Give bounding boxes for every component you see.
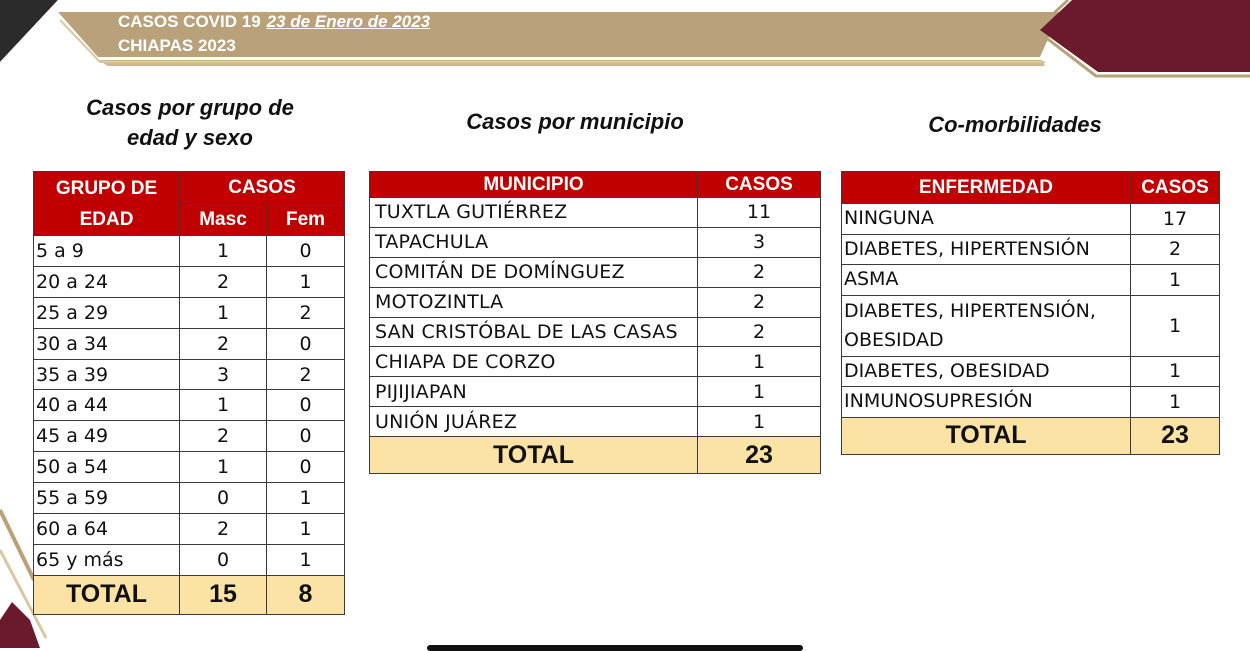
municipality-table-row [370,198,821,228]
female-count-cell: 0 [267,452,345,483]
municipality-name-cell: TUXTLA GUTIÉRREZ [370,198,698,228]
disease-name-cell: DIABETES, HIPERTENSIÓN, OBESIDAD [842,295,1131,356]
disease-name-cell: DIABETES, OBESIDAD [842,356,1131,387]
municipality-table [369,171,821,474]
municipality-table-row [370,227,821,257]
municipality-cases-cell: 3 [698,227,821,257]
female-count-cell: 1 [267,514,345,545]
disease-name-cell: INMUNOSUPRESIÓN [842,387,1131,418]
male-count-cell: 0 [180,483,267,514]
female-header: Fem [267,204,345,236]
municipality-header: MUNICIPIO [370,172,698,198]
comorbidity-total-label: TOTAL [842,417,1131,454]
municipality-section-title: Casos por municipio [466,109,684,134]
municipality-cases-cell: 2 [698,317,821,347]
header-title-text: CASOS COVID 19 [118,12,261,31]
municipality-table-row [370,257,821,287]
age-total-row [34,575,345,614]
municipality-cases-cell: 11 [698,198,821,228]
age-group-header-line2: EDAD [79,208,134,230]
male-count-cell: 2 [180,421,267,452]
age-group-cell: 30 a 34 [34,328,180,359]
female-count-cell: 2 [267,359,345,390]
age-total-male: 15 [180,575,267,614]
municipality-name-cell: SAN CRISTÓBAL DE LAS CASAS [370,317,698,347]
municipality-table-row [370,347,821,377]
age-group-cell: 20 a 24 [34,266,180,297]
comorbidity-table-row [842,387,1220,418]
municipality-table-row [370,407,821,437]
municipality-name-cell: CHIAPA DE CORZO [370,347,698,377]
age-group-header-line1: GRUPO DE [55,177,158,199]
municipality-table-row [370,377,821,407]
age-table-row [34,328,345,359]
comorbidity-table-row [842,265,1220,296]
disease-name-cell: NINGUNA [842,204,1131,235]
male-count-cell: 3 [180,359,267,390]
municipality-cases-cell: 2 [698,287,821,317]
age-table-row [34,359,345,390]
age-table-row [34,297,345,328]
comorbidity-cases-header: CASOS [1131,172,1220,204]
header-title [118,12,430,32]
header-date: 23 de Enero de 2023 [266,12,431,31]
age-group-cell: 25 a 29 [34,297,180,328]
comorbidity-table [841,171,1220,455]
municipality-cases-cell: 1 [698,377,821,407]
disease-cases-cell: 1 [1131,387,1220,418]
male-count-cell: 1 [180,390,267,421]
male-count-cell: 2 [180,328,267,359]
female-count-cell: 1 [267,266,345,297]
female-count-cell: 0 [267,328,345,359]
comorbidity-table-row [842,204,1220,235]
comorbidity-section-title: Co-morbilidades [928,112,1102,137]
age-group-cell: 50 a 54 [34,452,180,483]
municipality-name-cell: COMITÁN DE DOMÍNGUEZ [370,257,698,287]
disease-name-cell: ASMA [842,265,1131,296]
female-count-cell: 1 [267,544,345,575]
male-count-cell: 0 [180,544,267,575]
maroon-corner-right [1040,0,1250,72]
bottom-bar [427,645,803,651]
age-group-cell: 40 a 44 [34,390,180,421]
female-count-cell: 0 [267,390,345,421]
municipality-total-cases: 23 [698,437,821,474]
municipality-name-cell: UNIÓN JUÁREZ [370,407,698,437]
age-title-line2: edad y sexo [127,125,253,150]
female-count-cell: 2 [267,297,345,328]
municipality-table-row [370,317,821,347]
municipality-name-cell: PIJIJIAPAN [370,377,698,407]
comorbidity-total-row [842,417,1220,454]
male-count-cell: 2 [180,266,267,297]
municipality-cases-cell: 1 [698,347,821,377]
disease-cases-cell: 1 [1131,265,1220,296]
comorbidity-table-row [842,295,1220,356]
disease-cases-cell: 1 [1131,295,1220,356]
age-table-row [34,266,345,297]
age-table-row [34,390,345,421]
age-group-cell: 35 a 39 [34,359,180,390]
age-table-row [34,236,345,267]
municipality-table-row [370,287,821,317]
municipality-cases-header: CASOS [698,172,821,198]
comorbidity-table-row [842,356,1220,387]
disease-header: ENFERMEDAD [842,172,1131,204]
municipality-total-row [370,437,821,474]
female-count-cell: 0 [267,236,345,267]
age-group-cell: 5 a 9 [34,236,180,267]
age-total-female: 8 [267,575,345,614]
male-count-cell: 2 [180,514,267,545]
municipality-name-cell: TAPACHULA [370,227,698,257]
municipality-cases-cell: 1 [698,407,821,437]
header-subtitle: CHIAPAS 2023 [118,36,236,55]
male-header: Masc [180,204,267,236]
municipality-name-cell: MOTOZINTLA [370,287,698,317]
disease-cases-cell: 2 [1131,234,1220,265]
age-table-row [34,514,345,545]
municipality-cases-cell: 2 [698,257,821,287]
age-table-row [34,483,345,514]
disease-name-cell: DIABETES, HIPERTENSIÓN [842,234,1131,265]
age-group-cell: 45 a 49 [34,421,180,452]
age-group-cell: 55 a 59 [34,483,180,514]
male-count-cell: 1 [180,297,267,328]
age-section-title [40,93,340,153]
age-table-row [34,544,345,575]
age-table-row [34,421,345,452]
age-table-row [34,452,345,483]
age-total-label: TOTAL [34,575,180,614]
male-count-cell: 1 [180,452,267,483]
age-title-line1: Casos por grupo de [86,95,294,120]
male-count-cell: 1 [180,236,267,267]
cases-header: CASOS [180,172,345,204]
disease-cases-cell: 17 [1131,204,1220,235]
comorbidity-table-row [842,234,1220,265]
age-group-header [34,172,180,236]
female-count-cell: 0 [267,421,345,452]
municipality-total-label: TOTAL [370,437,698,474]
female-count-cell: 1 [267,483,345,514]
age-group-cell: 60 a 64 [34,514,180,545]
age-group-cell: 65 y más [34,544,180,575]
disease-cases-cell: 1 [1131,356,1220,387]
comorbidity-total-cases: 23 [1131,417,1220,454]
age-sex-table [33,171,345,615]
